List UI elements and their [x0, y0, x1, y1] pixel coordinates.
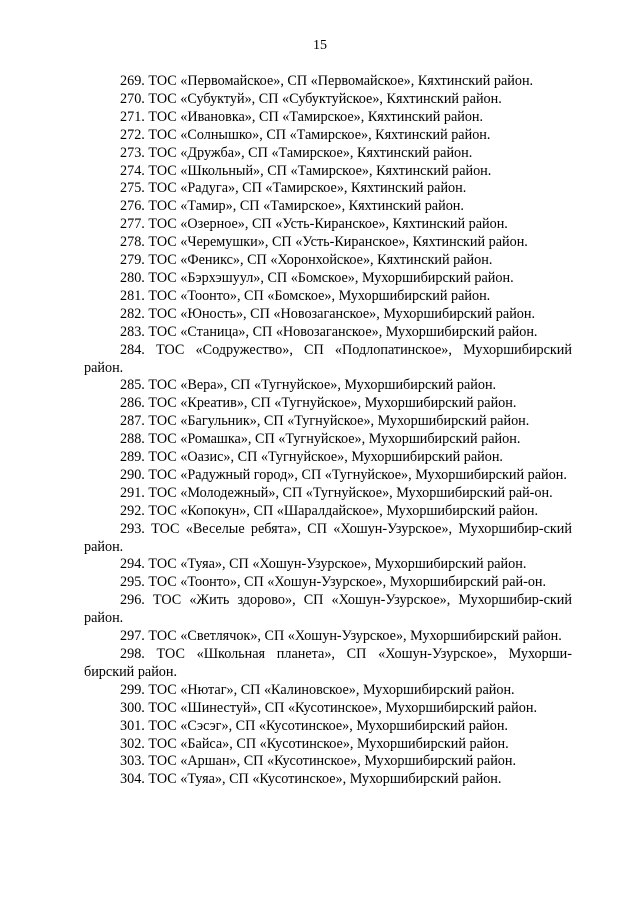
list-item: 286. ТОС «Креатив», СП «Тугнуйское», Мухоршибирский район. [120, 395, 517, 412]
list-item: 294. ТОС «Туяа», СП «Хошун-Узурское», Мухоршибирский район. [120, 556, 527, 573]
page-number: 15 [313, 38, 327, 53]
list-item: 297. ТОС «Светлячок», СП «Хошун-Узурское», Мухоршибирский район. [120, 628, 562, 645]
list-item: 272. ТОС «Солнышко», СП «Тамирское», Кяхтинский район. [120, 126, 491, 143]
list-item: 271. ТОС «Ивановка», СП «Тамирское», Кяхтинский район. [120, 108, 484, 125]
list-item: 291. ТОС «Молодежный», СП «Тугнуйское», Мухоршибирский рай-он. [120, 484, 553, 501]
document-body [84, 73, 572, 789]
list-item: 273. ТОС «Дружба», СП «Тамирское», Кяхтинский район. [120, 144, 473, 161]
list-item: 287. ТОС «Багульник», СП «Тугнуйское», Мухоршибирский район. [120, 413, 530, 430]
list-item: 295. ТОС «Тоонто», СП «Хошун-Узурское», Мухоршибирский рай-он. [120, 574, 547, 591]
list-item: 285. ТОС «Вера», СП «Тугнуйское», Мухоршибирский район. [120, 377, 497, 394]
list-item: 299. ТОС «Нютаг», СП «Калиновское», Мухоршибирский район. [120, 681, 515, 698]
list-item: 296. ТОС «Жить здорово», СП «Хошун-Узурское», Мухоршибир-ский район. [84, 592, 572, 627]
list-item: 301. ТОС «Сэсэг», СП «Кусотинское», Мухоршибирский район. [120, 717, 508, 734]
list-item: 281. ТОС «Тоонто», СП «Бомское», Мухоршибирский район. [120, 287, 491, 304]
list-item: 269. ТОС «Первомайское», СП «Первомайское», Кяхтинский район. [120, 73, 534, 89]
list-item: 277. ТОС «Озерное», СП «Усть-Киранское», Кяхтинский район. [120, 216, 508, 233]
list-item: 279. ТОС «Феникс», СП «Хоронхойское», Кяхтинский район. [120, 252, 493, 269]
list-item: 289. ТОС «Оазис», СП «Тугнуйское», Мухоршибирский район. [120, 449, 503, 466]
list-item: 288. ТОС «Ромашка», СП «Тугнуйское», Мухоршибирский район. [120, 431, 521, 448]
list-item: 274. ТОС «Школьный», СП «Тамирское», Кяхтинский район. [120, 162, 492, 179]
list-item: 304. ТОС «Туяа», СП «Кусотинское», Мухоршибирский район. [120, 771, 502, 788]
list-item: 270. ТОС «Субуктуй», СП «Субуктуйское», Кяхтинский район. [120, 90, 502, 107]
list-item: 303. ТОС «Аршан», СП «Кусотинское», Мухоршибирский район. [120, 753, 517, 770]
list-item: 280. ТОС «Бэрхэшуул», СП «Бомское», Мухоршибирский район. [120, 269, 514, 286]
list-item: 302. ТОС «Байса», СП «Кусотинское», Мухоршибирский район. [120, 735, 509, 752]
list-item: 276. ТОС «Тамир», СП «Тамирское», Кяхтинский район. [120, 198, 464, 215]
list-item: 282. ТОС «Юность», СП «Новозаганское», Мухоршибирский район. [120, 305, 536, 322]
list-item: 275. ТОС «Радуга», СП «Тамирское», Кяхтинский район. [120, 180, 467, 197]
list-item: 300. ТОС «Шинестуй», СП «Кусотинское», Мухоршибирский район. [120, 699, 538, 716]
list-item: 293. ТОС «Веселые ребята», СП «Хошун-Узурское», Мухоршибир-ский район. [84, 520, 572, 555]
list-item: 283. ТОС «Станица», СП «Новозаганское», Мухоршибирский район. [120, 323, 538, 340]
list-item: 290. ТОС «Радужный город», СП «Тугнуйское», Мухоршибирский район. [120, 466, 567, 483]
list-item: 278. ТОС «Черемушки», СП «Усть-Киранское», Кяхтинский район. [120, 234, 528, 251]
list-item: 298. ТОС «Школьная планета», СП «Хошун-Узурское», Мухорши-бирский район. [84, 646, 572, 680]
list-item: 284. ТОС «Содружество», СП «Подлопатинское», Мухоршибирский район. [84, 341, 572, 376]
list-item: 292. ТОС «Копокун», СП «Шаралдайское», Мухоршибирский район. [120, 502, 539, 519]
